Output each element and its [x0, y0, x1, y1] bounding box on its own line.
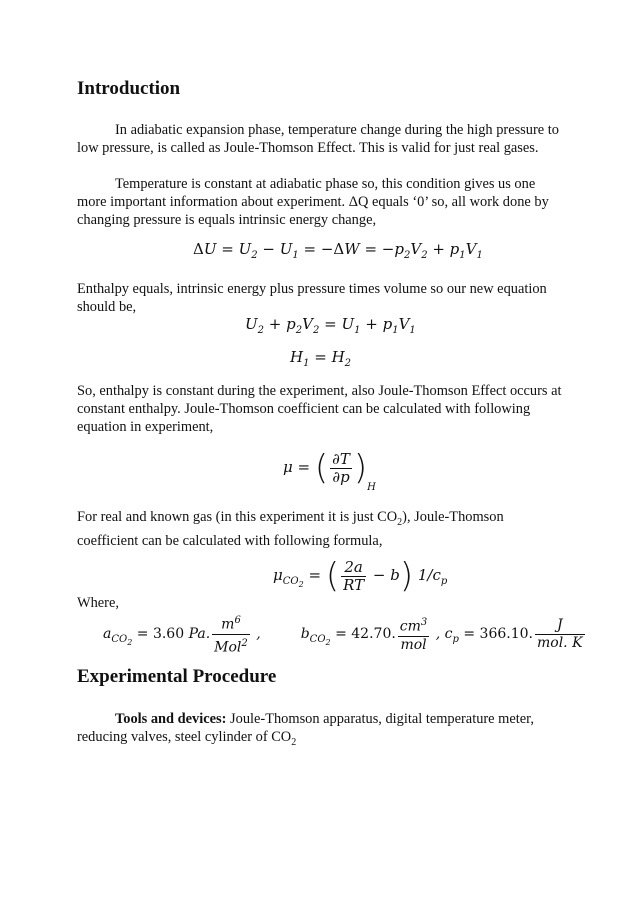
tools-label: Tools and devices: — [115, 711, 227, 727]
real-gas-text-b: ), Joule-Thomson coefficient can be calculated with following formula, — [77, 509, 504, 549]
constant-cp-value: 366.10. — [479, 626, 533, 643]
where-label: Where, — [77, 595, 119, 611]
tools-subscript: 2 — [291, 736, 297, 748]
paragraph-tools-devices — [77, 710, 567, 752]
equation-enthalpy-balance: $U_2 + p_2V_2 = U_1 + p_1V_1$ — [245, 315, 416, 336]
paragraph-constant-enthalpy: So, enthalpy is constant during the experiment, also Joule-Thomson Effect occurs at constant enthalpy. Joule-Thomson coefficient can be calculated with following equation in experiment, — [77, 383, 562, 435]
constants-line: $a_{CO_2} = 3.60$ Pa. $\frac{m^6}{Mol^2}$ , $b_{CO_2} = 42.70$. $\frac{cm^3}{\text{mol}}$ , $c_p = 366.10$. $\frac{J}{\text{mol. K}}$ — [103, 612, 587, 656]
equation-internal-energy: $\Delta U = U_2 - U_1 = -\Delta W = -p_2V_2 + p_1V_1$ — [193, 240, 483, 261]
introduction-heading: Introduction — [77, 78, 181, 99]
paragraph-real-gas: For real and known gas (in this experiment it is just $CO_2$), Joule-Thomson coefficient can be calculated with following formula, — [77, 509, 504, 549]
constant-a-value: 3.60 — [152, 626, 185, 643]
tools-text: Joule-Thomson apparatus, digital temperature meter, reducing valves, steel cylinder of CO — [77, 711, 534, 745]
paragraph-enthalpy: Enthalpy equals, intrinsic energy plus pressure times volume so our new equation should be, — [77, 281, 547, 315]
equation-joule-thomson-coefficient: μ = ( $\frac{\partial T}{\partial p}$ )$_H$ — [283, 448, 376, 493]
paragraph-constant-temperature: Temperature is constant at adiabatic phase so, this condition gives us one more important information about experiment. ΔQ equals ‘0’ so, all work done by changing pressure is equals intrinsic energy change, — [77, 176, 549, 228]
experimental-procedure-heading: Experimental Procedure — [77, 666, 277, 687]
constant-b-value: 42.70. — [351, 626, 396, 643]
equation-co2-coefficient: $\mu_{CO_2}$ = ( $\frac{2a}{RT}$ − b) $1/c_p$ — [273, 556, 448, 596]
real-gas-text-a: For real and known gas (in this experiment it is just CO — [77, 509, 398, 525]
paragraph-adiabatic-expansion: In adiabatic expansion phase, temperature change during the high pressure to low pressure, is called as Joule-Thomson Effect. This is valid for just real gases. — [77, 122, 559, 156]
equation-enthalpy-equal: $H_1 = H_2$ — [290, 348, 352, 369]
